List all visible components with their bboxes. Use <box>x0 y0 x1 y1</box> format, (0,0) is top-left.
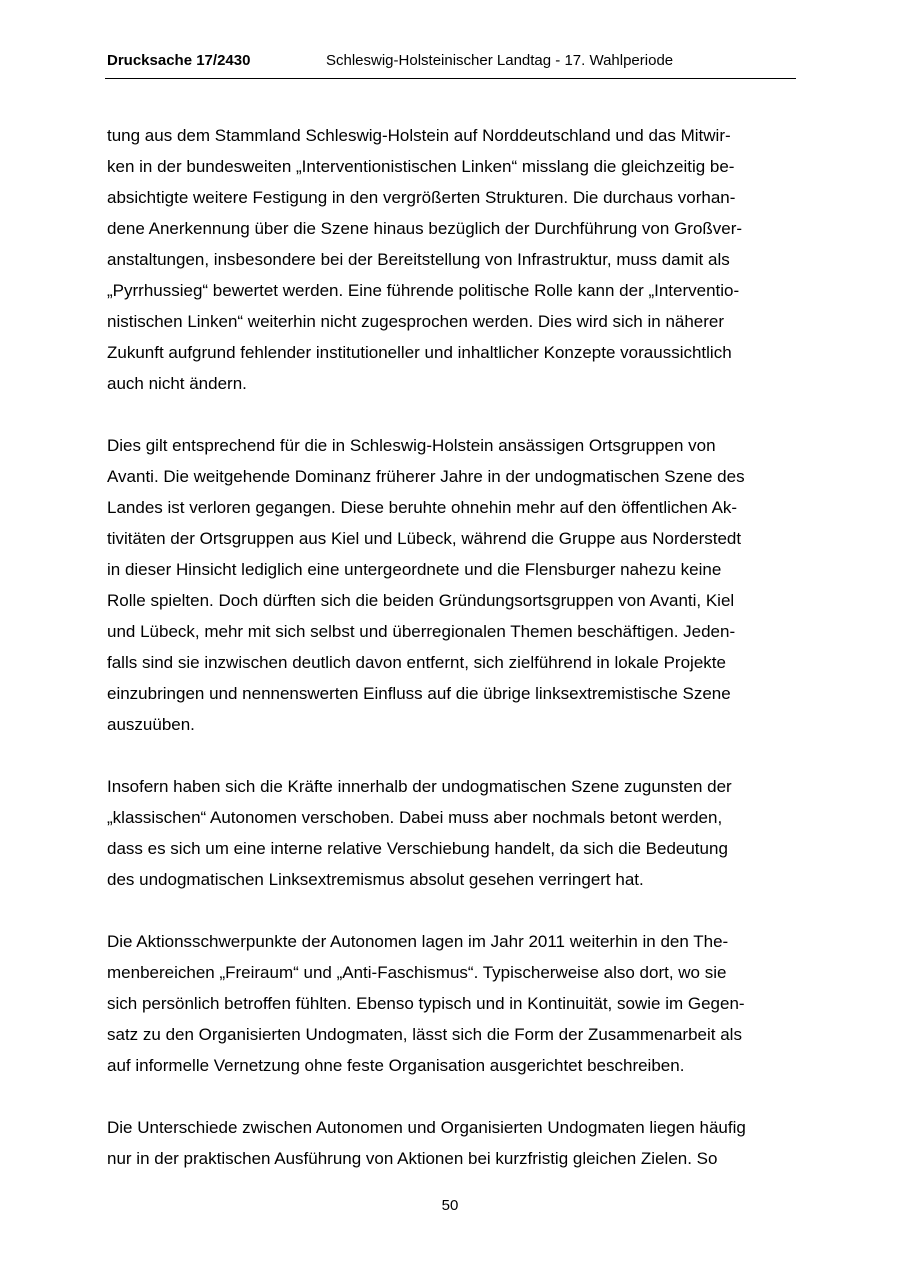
paragraph-1: tung aus dem Stammland Schleswig-Holstein auf Norddeutschland und das Mitwir- ken in der bundesweiten „Interventionistischen Linken“ misslang die gleichzeitig be- absichtigte weitere Festigung in den vergrößerten Strukturen. Die durchaus vorhan- dene Anerkennung über die Szene hinaus bezüglich der Durchführung von Großver- anstaltungen, insbesondere bei der Bereitstellung von Infrastruktur, muss damit als „Pyrrhussieg“ bewertet werden. Eine führende politische Rolle kann der „Interventio- nistischen Linken“ weiterhin nicht zugesprochen werden. Dies wird sich in näherer Zukunft aufgrund fehlender institutioneller und inhaltlicher Konzepte voraussichtlich auch nicht ändern. <box>107 126 743 393</box>
paragraph-3: Insofern haben sich die Kräfte innerhalb der undogmatischen Szene zugunsten der „klassischen“ Autonomen verschoben. Dabei muss aber nochmals betont werden, dass es sich um eine interne relative Verschiebung handelt, da sich die Bedeutung des undogmatischen Linksextremismus absolut gesehen verringert hat. <box>107 777 732 889</box>
document-number: Drucksache 17/2430 <box>107 52 251 69</box>
page-number: 50 <box>441 1197 459 1214</box>
parliament-title: Schleswig-Holsteinischer Landtag - 17. Wahlperiode <box>326 52 674 69</box>
paragraph-2: Dies gilt entsprechend für die in Schleswig-Holstein ansässigen Ortsgruppen von Avanti. Die weitgehende Dominanz früherer Jahre in der undogmatischen Szene des Landes ist verloren gegangen. Diese beruhte ohnehin mehr auf den öffentlichen Ak- tivitäten der Ortsgruppen aus Kiel und Lübeck, während die Gruppe aus Norderstedt in dieser Hinsicht lediglich eine untergeordnete und die Flensburger nahezu keine Rolle spielten. Doch dürften sich die beiden Gründungsortsgruppen von Avanti, Kiel und Lübeck, mehr mit sich selbst und überregionalen Themen beschäftigen. Jeden- falls sind sie inzwischen deutlich davon entfernt, sich zielführend in lokale Projekte einzubringen und nennenswerten Einfluss auf die übrige linksextremistische Szene auszuüben. <box>107 436 745 734</box>
paragraph-5: Die Unterschiede zwischen Autonomen und Organisierten Undogmaten liegen häufig nur in der praktischen Ausführung von Aktionen bei kurzfristig gleichen Zielen. So <box>107 1118 746 1168</box>
page-header <box>105 52 796 79</box>
paragraph-4: Die Aktionsschwerpunkte der Autonomen lagen im Jahr 2011 weiterhin in den The- menbereichen „Freiraum“ und „Anti-Faschismus“. Typischerweise also dort, wo sie sich persönlich betroffen fühlten. Ebenso typisch und in Kontinuität, sowie im Gegen- satz zu den Organisierten Undogmaten, lässt sich die Form der Zusammenarbeit als auf informelle Vernetzung ohne feste Organisation ausgerichtet beschreiben. <box>107 932 745 1075</box>
body-text <box>107 120 797 1174</box>
